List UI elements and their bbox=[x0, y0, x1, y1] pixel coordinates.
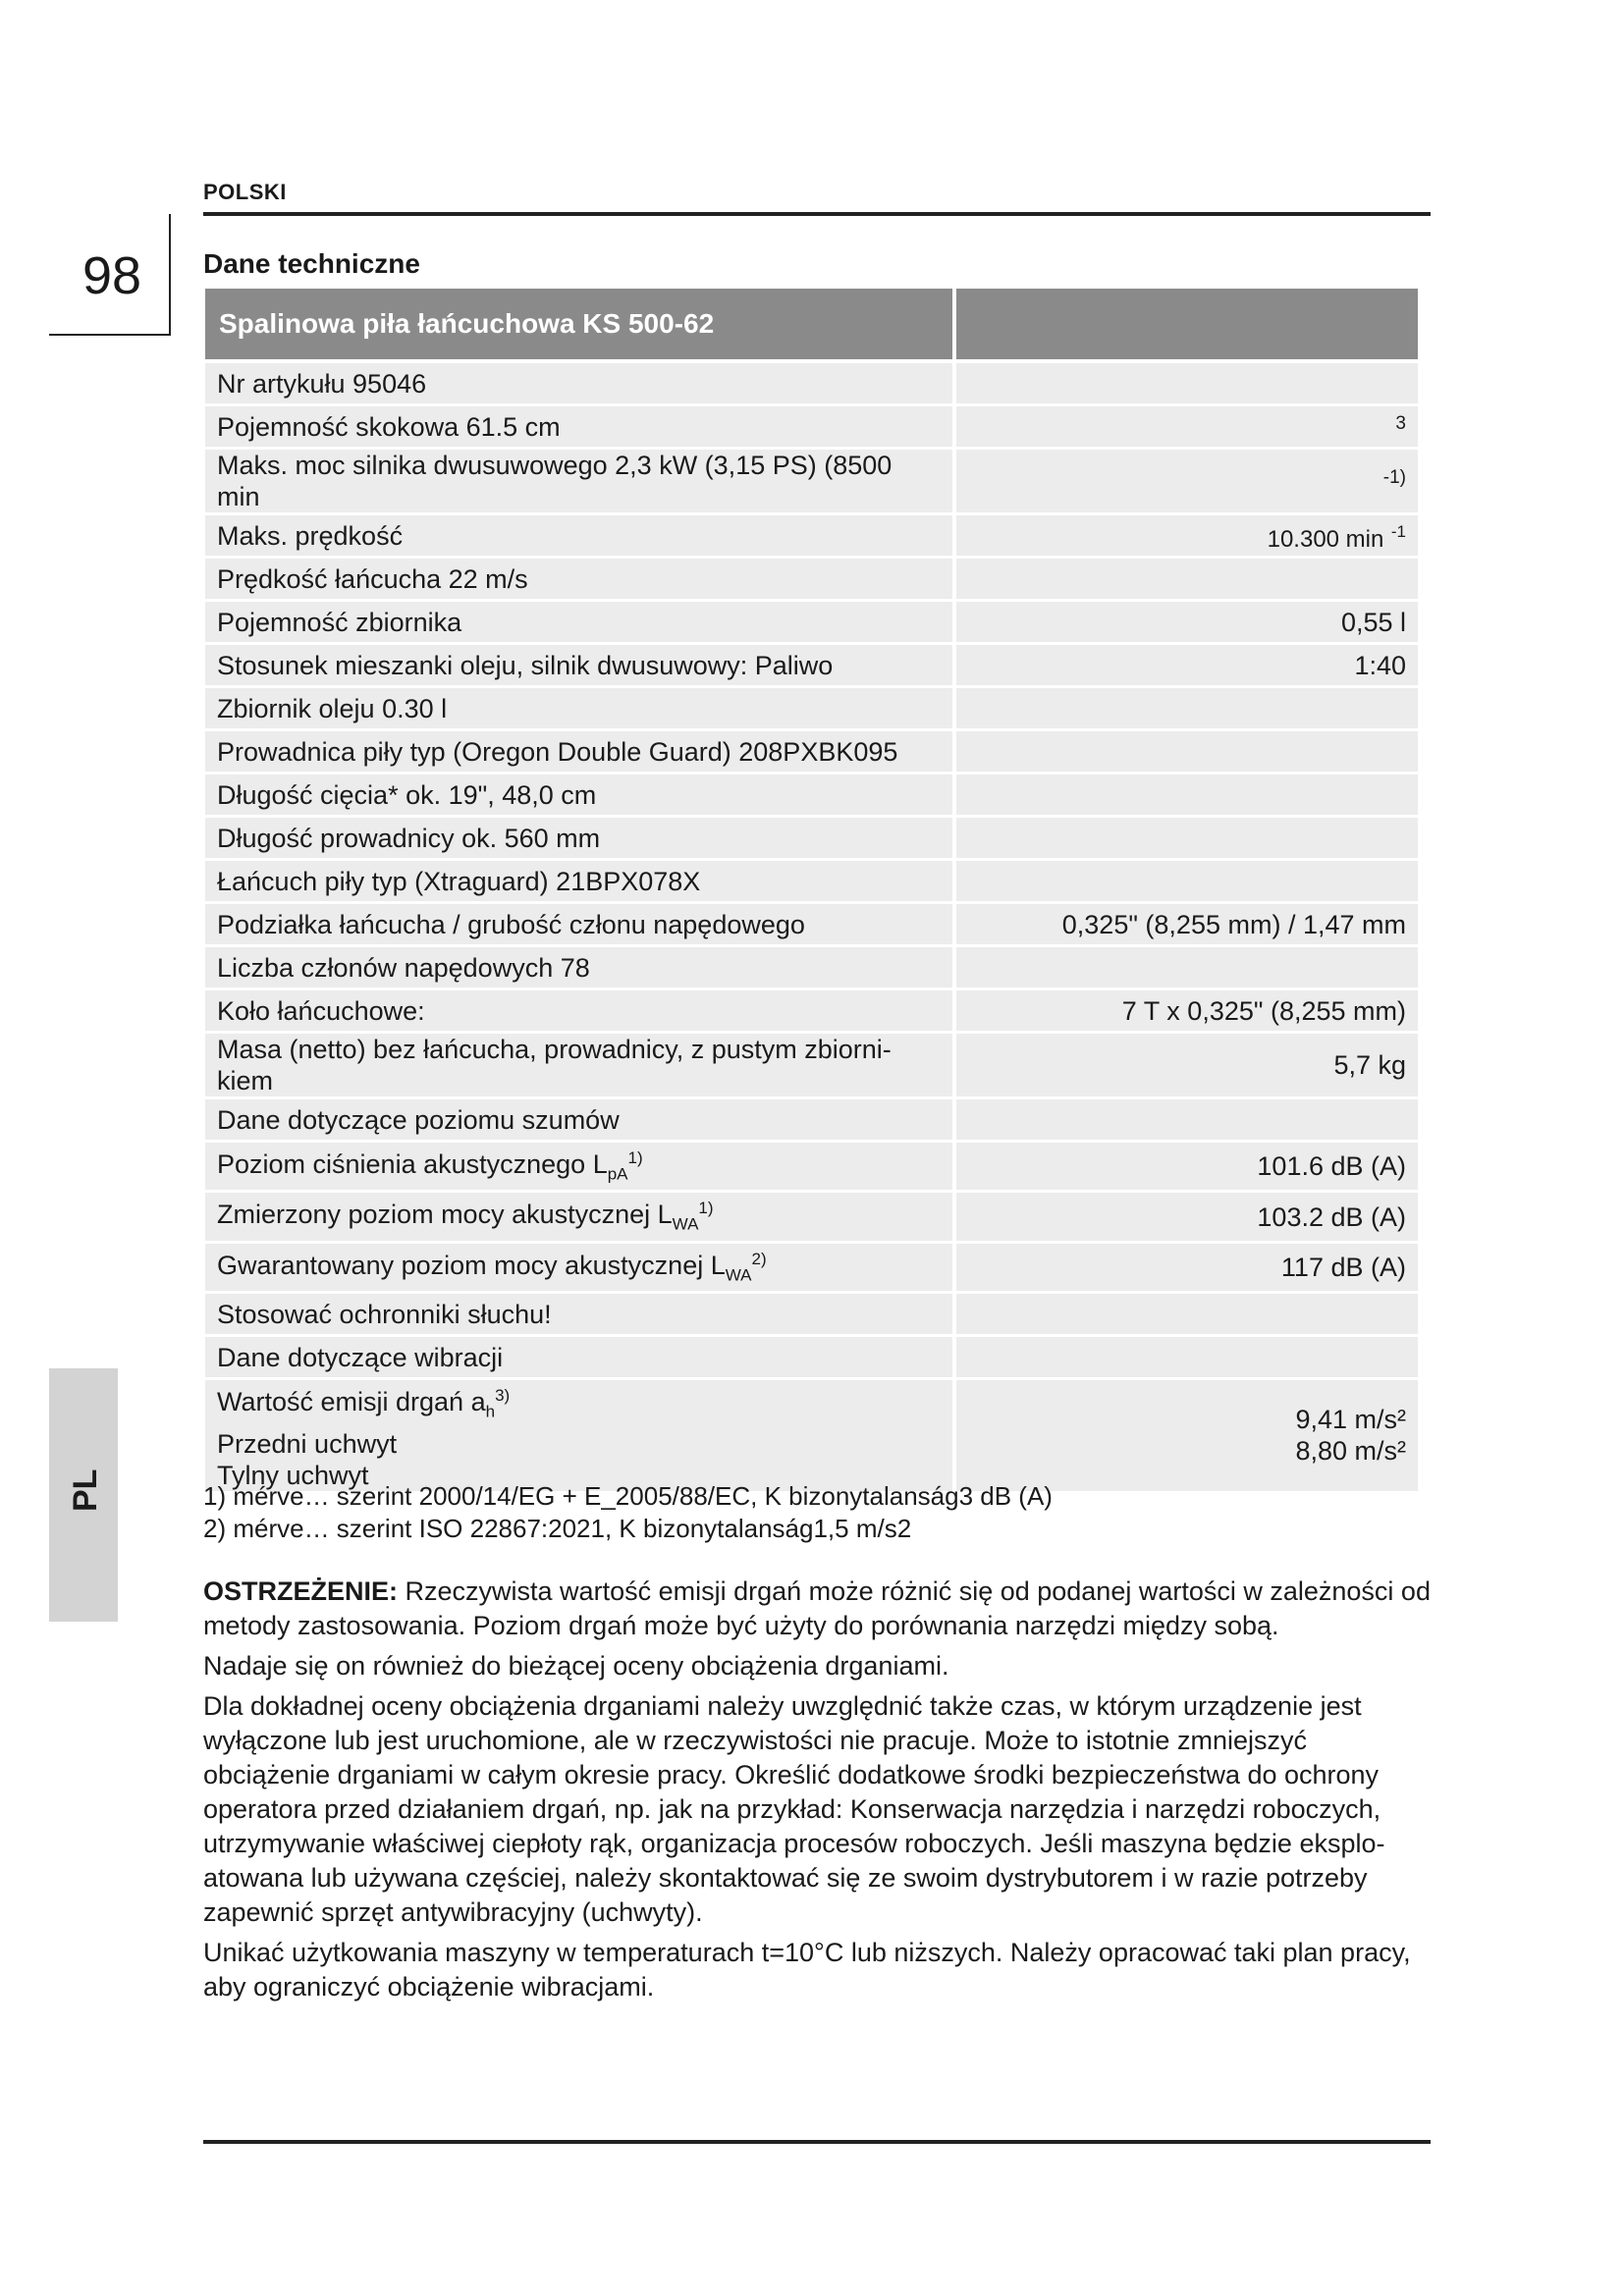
row-label: Koło łańcuchowe: bbox=[205, 989, 954, 1033]
row-value: 0,55 l bbox=[954, 601, 1418, 644]
row-label: Dane dotyczące poziomu szumów bbox=[205, 1098, 954, 1142]
row-value-sup: -1) bbox=[1382, 467, 1406, 488]
vibration-front-label: Przedni uchwyt bbox=[217, 1428, 398, 1459]
table-row bbox=[205, 449, 1418, 514]
row-label-sup: 1) bbox=[627, 1148, 643, 1167]
warning-paragraph-4: Unikać użytkowania maszyny w temperaturach t=10°C lub niższych. Należy opracować taki plan pracy, aby ograniczyć obciążenie wibracjami. bbox=[203, 1938, 1411, 2002]
table-row bbox=[205, 903, 1418, 946]
row-value bbox=[954, 1293, 1418, 1336]
row-label-sup: 1) bbox=[698, 1199, 714, 1218]
page-number: 98 bbox=[82, 246, 142, 305]
row-label: Prędkość łańcucha 22 m/s bbox=[205, 558, 954, 601]
row-value bbox=[954, 405, 1418, 449]
row-label: Zbiornik oleju 0.30 l bbox=[205, 687, 954, 730]
warning-label: OSTRZEŻENIE: bbox=[203, 1576, 399, 1606]
row-label-text: Gwarantowany poziom mocy akustycznej L bbox=[217, 1250, 726, 1280]
table-row bbox=[205, 946, 1418, 989]
table-row bbox=[205, 405, 1418, 449]
row-value: 103.2 dB (A) bbox=[954, 1192, 1418, 1242]
table-row bbox=[205, 1242, 1418, 1292]
vibration-label-sup: 3) bbox=[495, 1386, 511, 1406]
row-label: Liczba członów napędowych 78 bbox=[205, 946, 954, 989]
row-value bbox=[954, 558, 1418, 601]
table-row bbox=[205, 1033, 1418, 1098]
row-label: Stosunek mieszanki oleju, silnik dwusuwowy: Paliwo bbox=[205, 644, 954, 687]
row-label-sub: WA bbox=[672, 1214, 699, 1234]
table-row bbox=[205, 1336, 1418, 1379]
row-value: 117 dB (A) bbox=[954, 1242, 1418, 1292]
row-value bbox=[954, 687, 1418, 730]
row-value: 5,7 kg bbox=[954, 1033, 1418, 1098]
footnotes bbox=[203, 1480, 1053, 1545]
row-value bbox=[954, 514, 1418, 558]
warning-paragraph-2: Nadaje się on również do bieżącej oceny obciążenia drganiami. bbox=[203, 1651, 949, 1681]
row-label bbox=[205, 1379, 954, 1492]
row-value: 1:40 bbox=[954, 644, 1418, 687]
table-row bbox=[205, 361, 1418, 405]
table-title: Spalinowa piła łańcuchowa KS 500-62 bbox=[205, 289, 954, 361]
row-label: Długość cięcia* ok. 19", 48,0 cm bbox=[205, 774, 954, 817]
table-row bbox=[205, 1293, 1418, 1336]
row-label: Maks. prędkość bbox=[205, 514, 954, 558]
row-label-sup: 2) bbox=[751, 1249, 767, 1268]
vibration-front-value: 9,41 m/s² bbox=[1295, 1405, 1406, 1435]
spec-table bbox=[205, 289, 1418, 1494]
row-label bbox=[205, 1192, 954, 1242]
row-label: Pojemność skokowa 61.5 cm bbox=[205, 405, 954, 449]
footer-rule bbox=[203, 2140, 1431, 2144]
row-value: 0,325" (8,255 mm) / 1,47 mm bbox=[954, 903, 1418, 946]
vibration-label-text: Wartość emisji drgań a bbox=[217, 1387, 486, 1417]
row-label-text: Poziom ciśnienia akustycznego L bbox=[217, 1149, 608, 1179]
row-label-sub: pA bbox=[607, 1164, 628, 1184]
header-rule bbox=[203, 212, 1431, 216]
row-label: Dane dotyczące wibracji bbox=[205, 1336, 954, 1379]
row-label: Długość prowadnicy ok. 560 mm bbox=[205, 817, 954, 860]
language-side-tab-label: PL bbox=[67, 1468, 104, 1512]
row-value bbox=[954, 449, 1418, 514]
row-label-text: Zmierzony poziom mocy akustycznej L bbox=[217, 1200, 673, 1230]
footnote-1: 1) mérve… szerint 2000/14/EG + E_2005/88/EC, K bizonytalanság3 dB (A) bbox=[203, 1481, 1053, 1511]
vibration-label-sub: h bbox=[485, 1402, 496, 1421]
table-row bbox=[205, 1192, 1418, 1242]
row-label-sub: WA bbox=[725, 1265, 752, 1285]
warning-paragraph-1 bbox=[203, 1575, 1431, 1643]
table-row bbox=[205, 644, 1418, 687]
table-header-empty bbox=[954, 289, 1418, 361]
table-header-row bbox=[205, 289, 1418, 361]
warning-section bbox=[203, 1575, 1431, 2010]
table-row bbox=[205, 730, 1418, 774]
section-title: Dane techniczne bbox=[203, 248, 420, 279]
vibration-label bbox=[217, 1380, 941, 1427]
row-value-sup: -1 bbox=[1390, 521, 1406, 541]
row-value bbox=[954, 946, 1418, 989]
table-row bbox=[205, 1098, 1418, 1142]
table-row-vibration bbox=[205, 1379, 1418, 1492]
row-label bbox=[205, 1242, 954, 1292]
row-label: Stosować ochronniki słuchu! bbox=[205, 1293, 954, 1336]
vibration-rear-value: 8,80 m/s² bbox=[1295, 1436, 1406, 1467]
table-row bbox=[205, 601, 1418, 644]
table-row bbox=[205, 989, 1418, 1033]
row-value: 7 T x 0,325" (8,255 mm) bbox=[954, 989, 1418, 1033]
row-value bbox=[954, 1098, 1418, 1142]
vibration-rear-label: Tylny uchwyt bbox=[217, 1460, 369, 1490]
row-label: Podziałka łańcucha / grubość członu napędowego bbox=[205, 903, 954, 946]
row-label: Pojemność zbiornika bbox=[205, 601, 954, 644]
row-label: Maks. moc silnika dwusuwowego 2,3 kW (3,15 PS) (8500 min bbox=[205, 449, 954, 514]
row-value bbox=[954, 1336, 1418, 1379]
language-header: POLSKI bbox=[203, 180, 287, 204]
footnote-2: 2) mérve… szerint ISO 22867:2021, K bizonytalanság1,5 m/s2 bbox=[203, 1514, 912, 1543]
table-row bbox=[205, 774, 1418, 817]
row-value bbox=[954, 860, 1418, 903]
warning-text-1: Rzeczywista wartość emisji drgań może różnić się od podanej wartości w zależności od metody zastosowania. Poziom drgań może być użyty do porównania narzędzi między sobą. bbox=[203, 1576, 1431, 1640]
row-label bbox=[205, 1142, 954, 1192]
table-row bbox=[205, 1142, 1418, 1192]
table-row bbox=[205, 817, 1418, 860]
row-value-sup: 3 bbox=[1395, 412, 1406, 434]
row-value bbox=[954, 774, 1418, 817]
row-value bbox=[954, 817, 1418, 860]
table-row bbox=[205, 860, 1418, 903]
table-row bbox=[205, 558, 1418, 601]
row-label: Nr artykułu 95046 bbox=[205, 361, 954, 405]
row-value bbox=[954, 730, 1418, 774]
row-label: Łańcuch piły typ (Xtraguard) 21BPX078X bbox=[205, 860, 954, 903]
table-row bbox=[205, 687, 1418, 730]
row-label: Prowadnica piły typ (Oregon Double Guard) 208PXBK095 bbox=[205, 730, 954, 774]
row-value-text: 10.300 min bbox=[1267, 525, 1384, 553]
row-value bbox=[954, 361, 1418, 405]
row-label: Masa (netto) bez łańcucha, prowadnicy, z pustym zbiorni-kiem bbox=[205, 1033, 954, 1098]
row-value: 101.6 dB (A) bbox=[954, 1142, 1418, 1192]
table-row bbox=[205, 514, 1418, 558]
warning-paragraph-3: Dla dokładnej oceny obciążenia drganiami należy uwzględnić także czas, w którym urządzenie jest wyłączone lub jest uruchomione, ale w rzeczywistości nie pracuje. Może to istotnie zmniejszyć obciążenie drganiami w całym okresie pracy. Określić dodatkowe środki bezpieczeństwa do ochrony operatora przed działaniem drgań, np. jak na przykład: Konserwacja narzędzia i narzędzi roboczych, utrzymywanie właściwej ciepłoty rąk, organizacja procesów roboczych. Jeśli maszyna będzie eksplo-atowana lub używana częściej, należy skontaktować się ze swoim dystrybutorem i w razie potrzeby zapewnić sprzęt antywibracyjny (uchwyty). bbox=[203, 1691, 1385, 1927]
row-value bbox=[954, 1379, 1418, 1492]
